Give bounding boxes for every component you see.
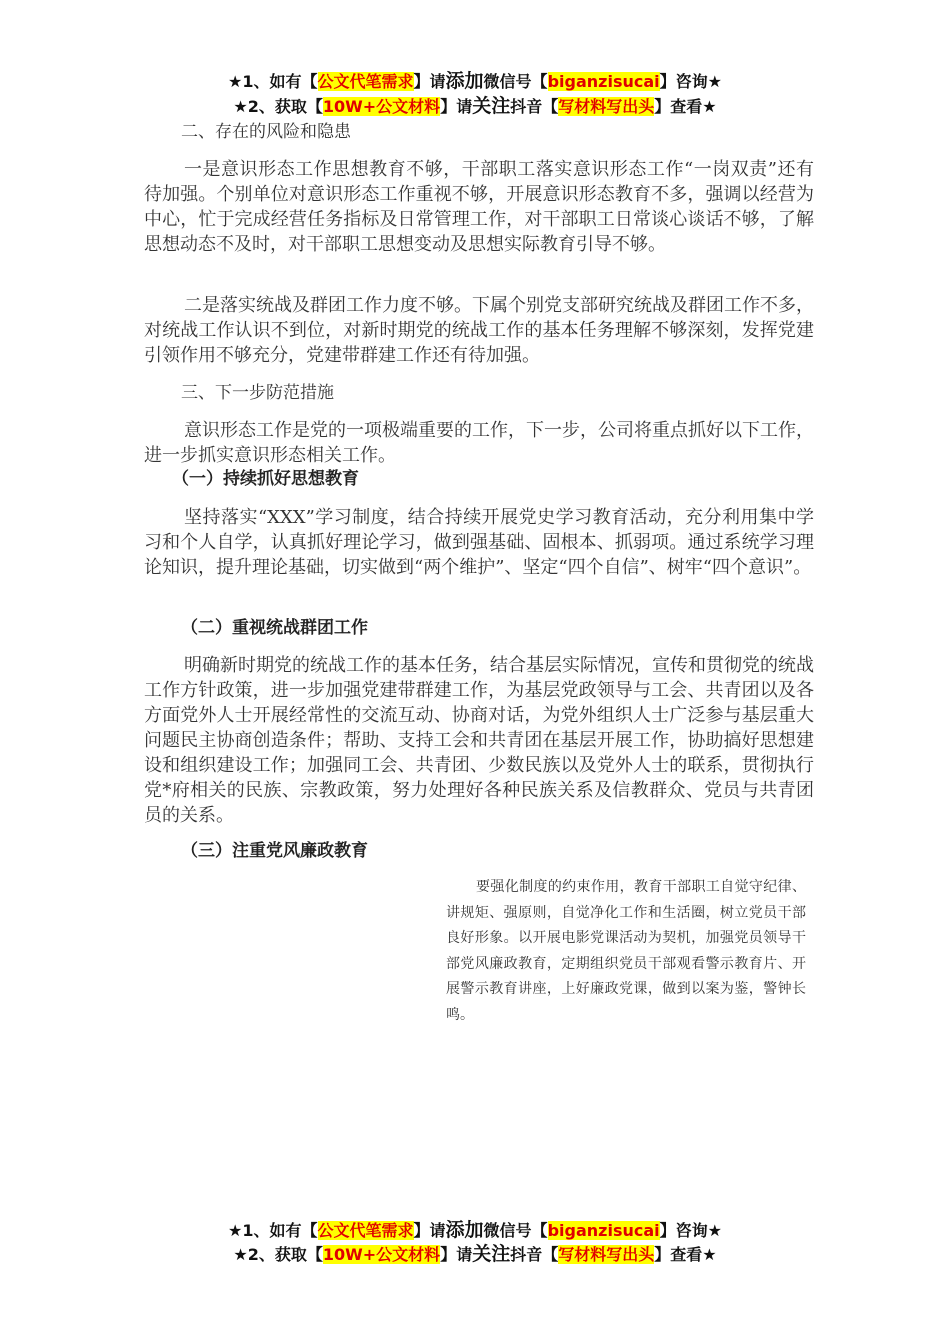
- banner-text: 】请: [440, 97, 473, 116]
- banner-text: 】咨询★: [659, 72, 722, 91]
- banner-text: 】请: [413, 72, 446, 91]
- paragraph-measures-intro: 意识形态工作是党的一项极端重要的工作，下一步，公司将重点抓好以下工作，进一步抓实意识形态相关工作。: [144, 420, 814, 466]
- highlight-materials: 10W+公文材料: [322, 97, 441, 116]
- banner-text: 微信号【: [483, 1221, 548, 1240]
- banner-text: 】查看★: [654, 1245, 717, 1264]
- star-icon: ★: [233, 1245, 248, 1264]
- subheading-clean-governance: （三）注重党风廉政教育: [181, 841, 368, 861]
- banner-text: 1、如有【: [242, 1221, 318, 1240]
- footer-banner-line-1: [0, 1219, 950, 1242]
- banner-emphasis: 关注: [472, 1243, 511, 1265]
- subheading-ideological-education: （一）持续抓好思想教育: [172, 469, 359, 489]
- banner-text: 2、获取【: [247, 1245, 323, 1264]
- banner-text: 微信号【: [483, 72, 548, 91]
- banner-text: 】查看★: [654, 97, 717, 116]
- paragraph-united-front-tasks: 明确新时期党的统战工作的基本任务，结合基层实际情况，宣传和贯彻党的统战工作方针政策，进一步加强党建带群建工作，为基层党政领导与工会、共青团以及各方面党外人士开展经常性的交流互动、协商对话，为党外组织人士广泛参与基层重大问题民主协商创造条件；帮助、支持工会和共青团在基层开展工作，协助搞好思想建设和组织建设工作；加强同工会、共青团、少数民族以及党外人士的联系，贯彻执行党*府相关的民族、宗教政策，努力处理好各种民族关系及信教群众、党员与共青团员的关系。: [144, 655, 814, 826]
- highlight-douyin: 写材料写出头: [558, 97, 655, 116]
- footer-banner-line-2: [0, 1243, 950, 1266]
- banner-text: 】请: [413, 1221, 446, 1240]
- star-icon: ★: [228, 1221, 243, 1240]
- banner-text: 】咨询★: [659, 1221, 722, 1240]
- paragraph-ideology-education: 一是意识形态工作思想教育不够，干部职工落实意识形态工作“一岗双责”还有待加强。个别单位对意识形态工作重视不够，开展意识形态教育不多，强调以经营为中心，忙于完成经营任务指标及日常管理工作，对干部职工日常谈心谈话不够，了解思想动态不及时，对干部职工思想变动及思想实际教育引导不够。: [144, 159, 814, 255]
- paragraph-united-front: 二是落实统战及群团工作力度不够。下属个别党支部研究统战及群团工作不多，对统战工作认识不到位，对新时期党的统战工作的基本任务理解不够深刻，发挥党建引领作用不够充分，党建带群建工作还有待加强。: [144, 295, 814, 366]
- header-banner-line-1: [0, 70, 950, 93]
- banner-emphasis: 添加: [445, 70, 484, 92]
- star-icon: ★: [228, 72, 243, 91]
- banner-text: 抖音【: [510, 97, 559, 116]
- highlight-wechat-id: biganzisucai: [547, 1221, 660, 1240]
- highlight-materials: 10W+公文材料: [322, 1245, 441, 1264]
- paragraph-study-system: 坚持落实“XXX”学习制度，结合持续开展党史学习教育活动，充分利用集中学习和个人自学，认真抓好理论学习，做到强基础、固根本、抓弱项。通过系统学习理论知识，提升理论基础，切实做到“两个维护”、坚定“四个自信”、树牢“四个意识”。: [144, 507, 814, 578]
- highlight-wechat-id: biganzisucai: [547, 72, 660, 91]
- banner-emphasis: 添加: [445, 1219, 484, 1241]
- paragraph-clean-governance: 要强化制度的约束作用，教育干部职工自觉守纪律、讲规矩、强原则，自觉净化工作和生活圈，树立党员干部良好形象。以开展电影党课活动为契机，加强党员领导干部党风廉政教育，定期组织党员干部观看警示教育片、开展警示教育讲座，上好廉政党课，做到以案为鉴，警钟长鸣。: [446, 879, 806, 1023]
- section-heading-risks: 二、存在的风险和隐患: [181, 122, 351, 142]
- banner-emphasis: 关注: [472, 95, 511, 117]
- banner-text: 抖音【: [510, 1245, 559, 1264]
- highlight-service: 公文代笔需求: [317, 1221, 414, 1240]
- highlight-service: 公文代笔需求: [317, 72, 414, 91]
- section-heading-measures: 三、下一步防范措施: [181, 383, 334, 403]
- banner-text: 2、获取【: [247, 97, 323, 116]
- header-banner-line-2: [0, 95, 950, 118]
- banner-text: 1、如有【: [242, 72, 318, 91]
- highlight-douyin: 写材料写出头: [558, 1245, 655, 1264]
- star-icon: ★: [233, 97, 248, 116]
- subheading-united-front-work: （二）重视统战群团工作: [181, 618, 368, 638]
- banner-text: 】请: [440, 1245, 473, 1264]
